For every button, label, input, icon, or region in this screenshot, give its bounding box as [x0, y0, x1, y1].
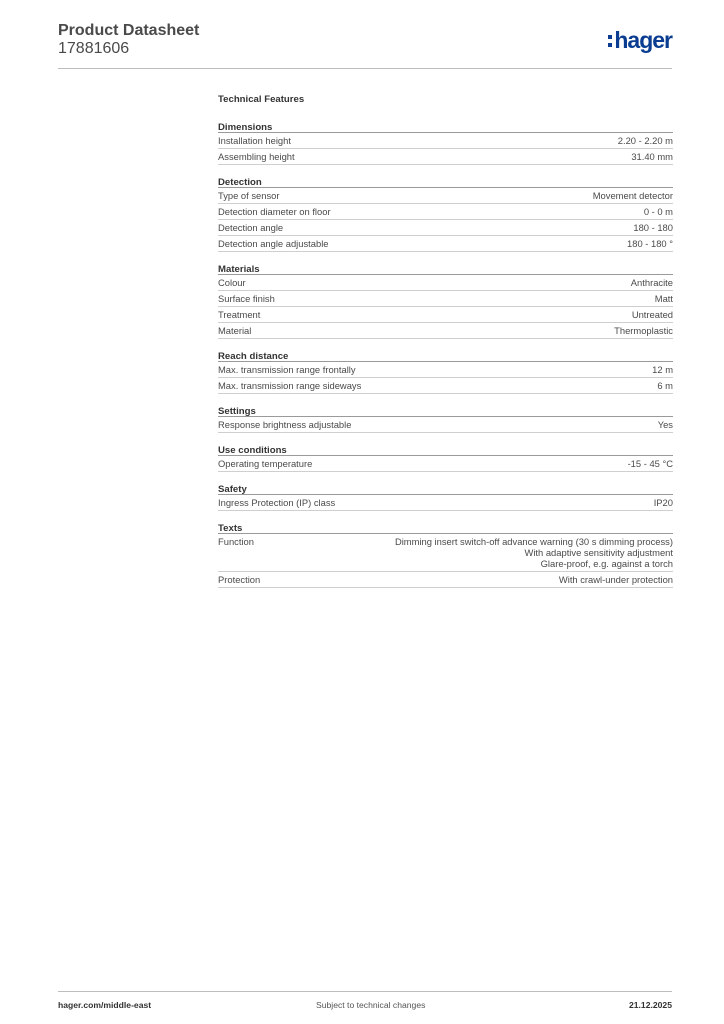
feature-label: Detection angle adjustable	[218, 238, 329, 249]
feature-value	[329, 238, 674, 249]
feature-value	[260, 309, 673, 320]
feature-section	[218, 482, 673, 511]
feature-value-line: Dimming insert switch-off advance warning (30 s dimming process)	[394, 536, 673, 547]
feature-value-line: 12 m	[652, 364, 673, 375]
feature-row	[218, 275, 673, 291]
feature-value	[251, 325, 673, 336]
feature-value-line: Anthracite	[630, 277, 673, 288]
feature-label: Operating temperature	[218, 458, 313, 469]
feature-row	[218, 149, 673, 165]
feature-value-line: 180 - 180	[633, 222, 673, 233]
feature-row	[218, 417, 673, 433]
feature-label: Installation height	[218, 135, 291, 146]
footer-date: 21.12.2025	[628, 1000, 672, 1010]
feature-row	[218, 456, 673, 472]
page-footer	[58, 991, 672, 1015]
feature-value-line: With adaptive sensitivity adjustment	[524, 547, 673, 558]
feature-label: Detection angle	[218, 222, 284, 233]
feature-value	[331, 206, 673, 217]
feature-label: Assembling height	[218, 151, 295, 162]
feature-label: Ingress Protection (IP) class	[218, 497, 336, 508]
product-number: 17881606	[58, 40, 130, 57]
feature-value-line: Untreated	[631, 309, 673, 320]
feature-value	[356, 364, 673, 375]
feature-value	[361, 380, 673, 391]
feature-value-line: Yes	[657, 419, 673, 430]
feature-section	[218, 175, 673, 252]
feature-value	[312, 458, 673, 469]
document-title: Product Datasheet	[58, 22, 200, 39]
feature-label: Function	[218, 536, 254, 547]
feature-value-line: With crawl-under protection	[558, 574, 673, 585]
feature-value-line: Thermoplastic	[614, 325, 673, 336]
feature-section	[218, 404, 673, 433]
feature-row	[218, 220, 673, 236]
feature-value	[254, 536, 673, 569]
feature-label: Protection	[218, 574, 261, 585]
footer-url[interactable]: hager.com/middle-east	[58, 1000, 152, 1010]
feature-value	[291, 135, 673, 146]
feature-value	[260, 574, 673, 585]
section-title: Materials	[218, 262, 673, 275]
hager-logo	[608, 27, 672, 53]
feature-row	[218, 362, 673, 378]
section-title: Safety	[218, 482, 673, 495]
feature-value	[275, 293, 673, 304]
section-title: Settings	[218, 404, 673, 417]
feature-value	[295, 151, 673, 162]
feature-row	[218, 378, 673, 394]
feature-row	[218, 495, 673, 511]
feature-value-line: Glare-proof, e.g. against a torch	[540, 558, 673, 569]
logo-dots-icon	[608, 35, 612, 47]
feature-row	[218, 534, 673, 572]
feature-value-line: -15 - 45 °C	[627, 458, 673, 469]
feature-row	[218, 572, 673, 588]
feature-label: Colour	[218, 277, 246, 288]
section-title: Use conditions	[218, 443, 673, 456]
feature-section	[218, 443, 673, 472]
feature-value-line: 0 - 0 m	[643, 206, 673, 217]
feature-row	[218, 133, 673, 149]
feature-value	[351, 419, 673, 430]
feature-label: Material	[218, 325, 252, 336]
feature-value-line: 2.20 - 2.20 m	[617, 135, 673, 146]
feature-label: Max. transmission range frontally	[218, 364, 356, 375]
feature-label: Response brightness adjustable	[218, 419, 352, 430]
feature-label: Type of sensor	[218, 190, 280, 201]
page-header	[58, 21, 672, 69]
feature-section	[218, 521, 673, 588]
feature-value	[283, 222, 673, 233]
feature-value-line: 31.40 mm	[631, 151, 673, 162]
feature-label: Surface finish	[218, 293, 275, 304]
feature-section	[218, 120, 673, 165]
logo-text: hager	[614, 26, 672, 53]
footer-note: Subject to technical changes	[316, 1000, 426, 1010]
section-title: Texts	[218, 521, 673, 534]
feature-row	[218, 188, 673, 204]
feature-value-line: Matt	[654, 293, 673, 304]
section-title: Dimensions	[218, 120, 673, 133]
section-title: Reach distance	[218, 349, 673, 362]
feature-row	[218, 291, 673, 307]
feature-value	[246, 277, 673, 288]
feature-label: Max. transmission range sideways	[218, 380, 362, 391]
feature-row	[218, 307, 673, 323]
feature-row	[218, 323, 673, 339]
feature-value-line: IP20	[653, 497, 673, 508]
feature-section	[218, 262, 673, 339]
section-title: Detection	[218, 175, 673, 188]
feature-value-line: Movement detector	[592, 190, 673, 201]
section-heading: Technical Features	[218, 94, 305, 105]
feature-section	[218, 349, 673, 394]
feature-row	[218, 236, 673, 252]
feature-label: Detection diameter on floor	[218, 206, 331, 217]
feature-sections	[218, 120, 673, 588]
feature-row	[218, 204, 673, 220]
feature-value-line: 180 - 180 °	[627, 238, 673, 249]
feature-value-line: 6 m	[657, 380, 673, 391]
feature-value	[280, 190, 674, 201]
technical-features	[218, 94, 673, 598]
feature-label: Treatment	[218, 309, 261, 320]
feature-value	[335, 497, 673, 508]
